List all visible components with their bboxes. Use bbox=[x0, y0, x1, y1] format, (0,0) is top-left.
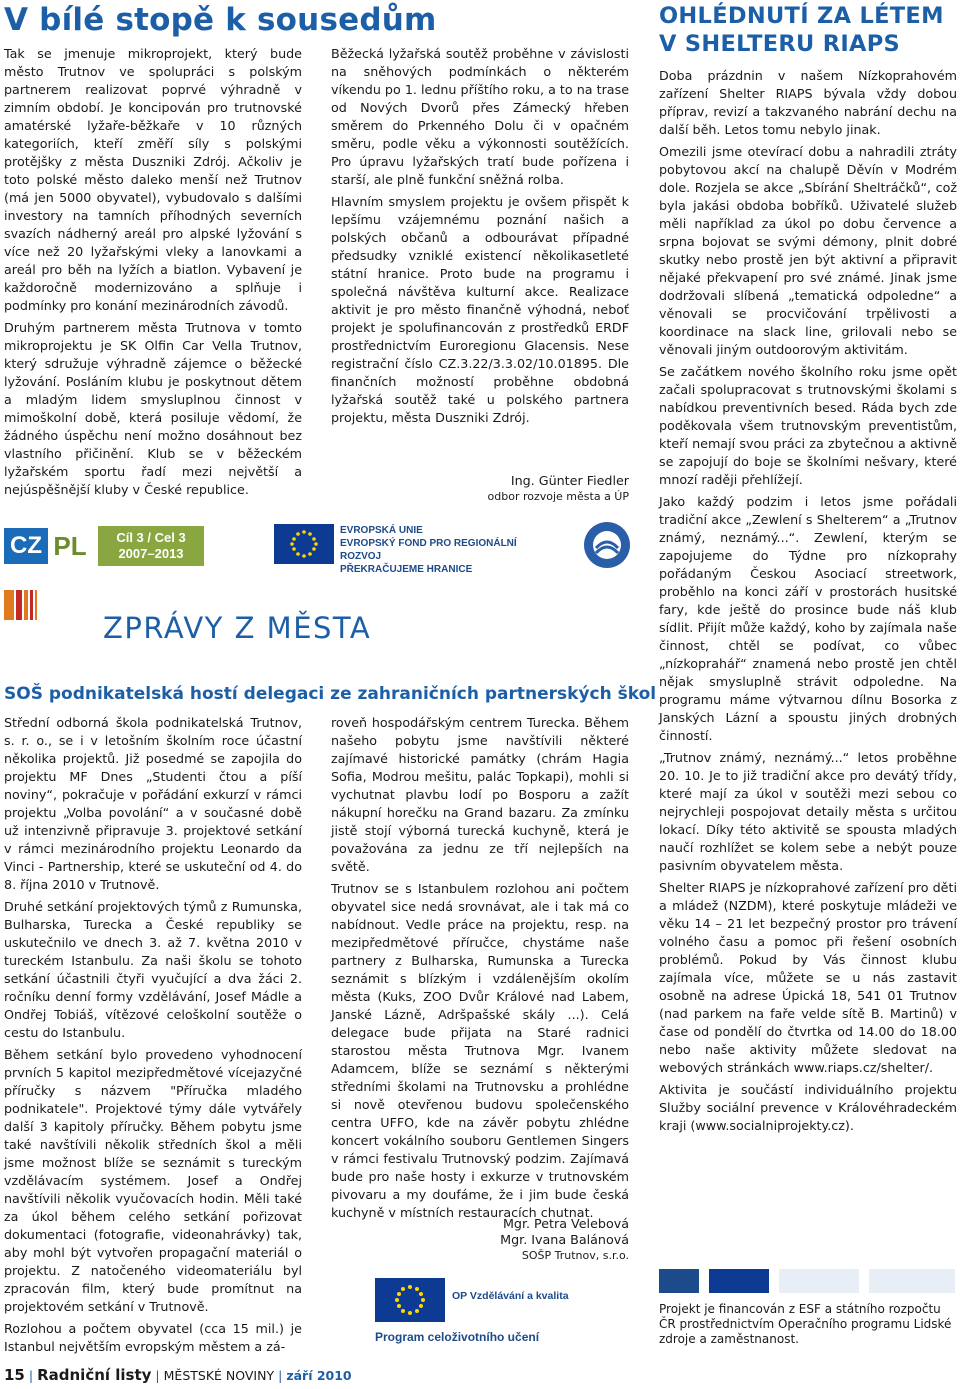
article2-left-column bbox=[4, 714, 302, 1352]
paragraph: Omezili jsme otevírací dobu a nahradili ztráty pobytovou akcí na chalupě Děvín v Modrém dole. Rozjela se akce „Sbírání Sheltráčků“, což byla jakási obdoba bobříků. Uživatelé služeb měli například za úkol po dobu července a srpna bojovat se svými démony, plnit dobré skutky nebo prostě jen být aktivní a připravit nějaké překvapení pro své známé. Jinak jsme dodržovali slíbená „tematická odpoledne“ a věnovali se procvičování trpělivosti a koordinace na slack line, grilovali nebo se věnovali jiným outdoorovým aktivitám. bbox=[659, 144, 957, 357]
paragraph: Druhým partnerem města Trutnova v tomto mikroprojektu je SK Olfin Car Vella Trutnov, který sdružuje výhradně zájemce o běžecké lyžování. Posláním klubu je poskytnout dětem a mladým lidem smysluplnou činnost v mimoškolní době, která posiluje vědomí, že žádného úspěchu není možno dosáhnout bez vlastního přičinění. Klub se v běžeckém lyžařském sportu řadí mezi největší a nejúspěšnější kluby v České republice. bbox=[4, 320, 302, 497]
paragraph: Trutnov se s Istanbulem rozlohou ani počtem obyvatel sice nedá srovnávat, ale i tak má co nabídnout. Vedle práce na projektu, resp. na mezipředmětové příručce, chystáme naše partnery z Bulharska, Rumunska a Turecka seznámit s blízkým i vzdálenějším okolím města (Kuks, ZOO Dvůr Králové nad Labem, Janské Lázně, Adršpašské skály ...). Celá delegace bude přijata na Staré radnici starostou města Trutnova Mgr. Ivanem Adamcem, blíže se seznámí s některými středními školami na Trutnovsku a prohlédne si nově otevřenou budovu společenského centra UFFO, kde na závěr pobytu zhlédne koncert vokálního souboru Gentlemen Singers v rámci festivalu Trutnovský podzim. Zajímavá bude pro naše hosty i exkurze v trutnovském pivovaru a my doufáme, že i jim bude česká kuchyně v místních restauracích chutnat. bbox=[331, 881, 629, 1220]
article3-column bbox=[659, 67, 957, 1262]
article3-caption: Projekt je financován z ESF a státního rozpočtu ČR prostřednictvím Operačního programu Lidské zdroje a zaměstnanost. bbox=[659, 1302, 952, 1346]
cil3-logo: Cíl 3 / Cel 3 2007–2013 bbox=[98, 526, 204, 566]
glacensis-logo-icon bbox=[584, 522, 630, 568]
article1-signature bbox=[331, 473, 629, 505]
paragraph: roveň hospodářským centrem Turecka. Během našeho pobytu jsme navštívili některé zajímavé historické památky (chrám Hagia Sofia, Modrou mešitu, palác Topkapi), mohli si vychutnat plavbu lodí po Bosporu a zažít nákupní horečku na Grand bazaru. Za zmínku jistě stojí výborná turecká kuchyně, která je považována za jednu ze tří nejlepších na světě. bbox=[331, 715, 629, 874]
paragraph: Se začátkem nového školního roku jsme opět začali spolupracovat s trutnovskými školami s nabídkou preventivních besed. Ráda bych zde poděkovala všem trutnovským preventistům, kteří nemají svou práci za zbytečnou a aktivně se zapojují do boje se školními nešvary, které mnozí raději přehlížejí. bbox=[659, 364, 957, 487]
paragraph: Shelter RIAPS je nízkoprahové zařízení pro děti a mládež (NZDM), které poskytuje mládeži ve věku 14 – 21 let bezpečný prostor pro trávení volného času a pomoc při řešení osobních problémů. Pokud by Vás činnost klubu zajímala více, můžete se u nás zastavit osobně na adrese Úpická 18, 541 01 Trutnov (nad parkem na faře velde sítě B. Martinů) v čase od pondělí do čtvrtka od 14.00 do 18.00 nebo naše aktivity můžete sledovat na webových stránkách www.riaps.cz/shelter/. bbox=[659, 880, 957, 1075]
paragraph: Jako každý podzim i letos jsme pořádali tradiční akce „Zewlení s Shelterem“ a „Trutnov známý, neznámý...“. Zewlení, kterým se zapojujeme do Týdne pro nízkoprahy pořádaným Českou Asociací streetwork, proběhlo na konci září v prostorách husitské fary, kde ještě do prosince bude náš klub sídlit. Přijít může každý, koho by zajímala naše činnost, chtěl se podívat, co vůbec „nízkoprahář“ znamená nebo prostě jen chtěl nějak smysluplně strávit odpoledne. Na programu máme výtvarnou dílnu Bosorka z Janských Lázní a spoustu jiných drobných činností. bbox=[659, 494, 957, 743]
article-title: SOŠ podnikatelská hostí delegaci ze zahraničních partnerských škol bbox=[4, 684, 657, 704]
paragraph: Střední odborná škola podnikatelská Trutnov, s. r. o., se i v letošním školním roce účastní několika projektů. Již posedmé se zapojila do projektu MF Dnes „Studenti čtou a píší noviny“, pokračuje v pořádání exkurzí v rámci projektu „Volba povolání“ a v současné době už intenzivně připravuje 3. projektové setkání v rámci mezinárodního projektu Leonardo da Vinci - Partnership, které se uskuteční od 4. do 8. října 2010 v Trutnově. bbox=[4, 715, 302, 892]
signature-name: Mgr. Ivana Balánová bbox=[500, 1232, 629, 1247]
cz-logo-mark: CZ bbox=[4, 528, 48, 564]
page-number: 15 bbox=[4, 1366, 25, 1384]
paragraph: Tak se jmenuje mikroprojekt, který bude město Trutnov ve spolupráci s polským partnerem realizovat poprvé výhradně v zimním období. Je koncipován pro trutnovské amatérské lyžaře-běžkaře v 10 různých kategoriích, kteří změří síly s polskými protějšky z města Duszniki Zdrój. Ačkoliv je toto polské město daleko menší než Trutnov (má jen 5000 obyvatel), vybudovalo s dalšími investory na tamních příhodných severních svazích nádherný areál pro alpské lyžování s více než 20 lyžařskými vleky a lanovkami a areál pro běh na lyžích a biatlon. Vybavení je každoročně modernizováno a splňuje i podmínky pro konání mezinárodních závodů. bbox=[4, 46, 302, 313]
article-title: V bílé stopě k sousedům bbox=[4, 2, 437, 38]
paragraph: Aktivita je součástí individuálního projektu Služby sociální prevence v Královéhradeckém kraji (www.socialniprojekty.cz). bbox=[659, 1082, 957, 1133]
cz-pl-logo bbox=[4, 524, 94, 568]
publication-name: Radniční listy bbox=[37, 1366, 152, 1384]
esf-logos-icon bbox=[659, 1267, 957, 1295]
article2-mid-column bbox=[331, 714, 629, 1220]
signature-name: Ing. Günter Fiedler bbox=[510, 473, 629, 488]
article-title: OHLÉDNUTÍ ZA LÉTEM V SHELTERU RIAPS bbox=[659, 3, 944, 57]
paragraph: Běžecká lyžařská soutěž proběhne v závislosti na sněhových podmínkách o některém víkendu po 1. lednu příštího roku, a to na trase od Nových Dvorů přes Zámecký hřeben směrem do Prkenného Dolu či v opačném směru, podle věku a výkonnosti soutěžících. Pro úpravu lyžařských tratí bude pořízena i starší, ale plně funkční sněžná rolba. bbox=[331, 46, 629, 187]
section-name: MĚSTSKÉ NOVINY bbox=[163, 1368, 275, 1383]
signature-role: odbor rozvoje města a ÚP bbox=[487, 490, 629, 503]
section-title: ZPRÁVY Z MĚSTA bbox=[103, 611, 372, 645]
eu-flag-icon bbox=[375, 1278, 445, 1322]
article1-left-column bbox=[4, 45, 302, 507]
page-footer: 15 | Radniční listy | MĚSTSKÉ NOVINY | září 2010 bbox=[4, 1366, 352, 1384]
article2-signature bbox=[331, 1216, 629, 1264]
paragraph: Doba prázdnin v našem Nízkoprahovém zařízení Shelter RIAPS bývala vždy dobou příprav, revizí a takzvaného nabrání dechu na další běh. Letos tomu nebylo jinak. bbox=[659, 68, 957, 137]
signature-role: SOŠP Trutnov, s.r.o. bbox=[521, 1249, 629, 1262]
eu-flag-icon bbox=[274, 524, 334, 564]
paragraph: Rozlohou a počtem obyvatel (cca 15 mil.) je Istanbul největším evropským městem a zá- bbox=[4, 1321, 302, 1354]
paragraph: Během setkání bylo provedeno vyhodnocení prvních 5 kapitol mezipředmětové vícejazyčné příručky s názvem "Příručka mladého podnikatele". Projektové týmy dále vytvářely další 3 kapitoly příručky. Během pobytu jsme také navštívili několik středních škol a měli jsme možnost blíže se seznámit s tureckým vzdělávacím systémem. Josef a Ondřej navštívili několik vyučovacích hodin. Měli také za úkol během celého setkání pořizovat dokumentaci (fotografie, videonahrávky) tak, aby mohl být vytvořen propagační materiál o projektu. Z natočeného videomateriálu byl zpracován film, který bude promítnut na projektovém setkání v Trutnově. bbox=[4, 1047, 302, 1314]
signature-name: Mgr. Petra Velebová bbox=[502, 1216, 629, 1231]
paragraph: Hlavním smyslem projektu je ovšem přispět k lepšímu vzájemnému poznání našich a polských občanů a odbourávat případné předsudky vzniklé existencí několikasetleté státní hranice. Proto bude na programu i společná návštěva kulturní akce. Realizace aktivit je pro město finančně výhodná, neboť projekt je spolufinancován z prostředků ERDF prostřednictvím Euroregionu Glacensis. Nese registrační číslo CZ.3.22/3.3.02/10.01895. Dle finančních možností proběhne obdobná lyžařská soutěž také u polského partnera projektu, města Duszniki Zdrój. bbox=[331, 194, 629, 425]
pcu-logo-text: Program celoživotního učení bbox=[375, 1330, 540, 1344]
paragraph: Druhé setkání projektových týmů z Rumunska, Bulharska, Turecka a České republiky se uskutečnilo ve dnech 3. až 7. května 2010 v tureckém Istanbulu. Za naši školu se tohoto setkání účastnili čtyři vyučující a dva žáci 2. ročníku denní formy vzdělávání, Josef Mádle a Ondřej Tobiáš, vítězové celoškolní soutěže o cestu do Istanbulu. bbox=[4, 899, 302, 1040]
issue-date: září 2010 bbox=[286, 1368, 352, 1383]
eu-fund-text: EVROPSKÁ UNIE EVROPSKÝ FOND PRO REGIONÁLNÍ ROZVOJ PŘEKRAČUJEME HRANICE bbox=[340, 525, 517, 575]
article1-mid-column bbox=[331, 45, 629, 445]
paragraph: „Trutnov známý, neznámý...“ letos proběhne 20. 10. Je to již tradiční akce pro devátý třídy, které mají za úkol v soutěži mezi sebou co nejrychleji pospojovat detaily města s určitou lokací. Díky této aktivitě se spousta mladých naučí rozhlížet se kolem sebe a nebýt pouze pasivním obyvatelem města. bbox=[659, 750, 957, 873]
pl-logo-mark: PL bbox=[48, 528, 92, 564]
op-logo-text: OP Vzdělávání a kvalita bbox=[452, 1290, 569, 1302]
